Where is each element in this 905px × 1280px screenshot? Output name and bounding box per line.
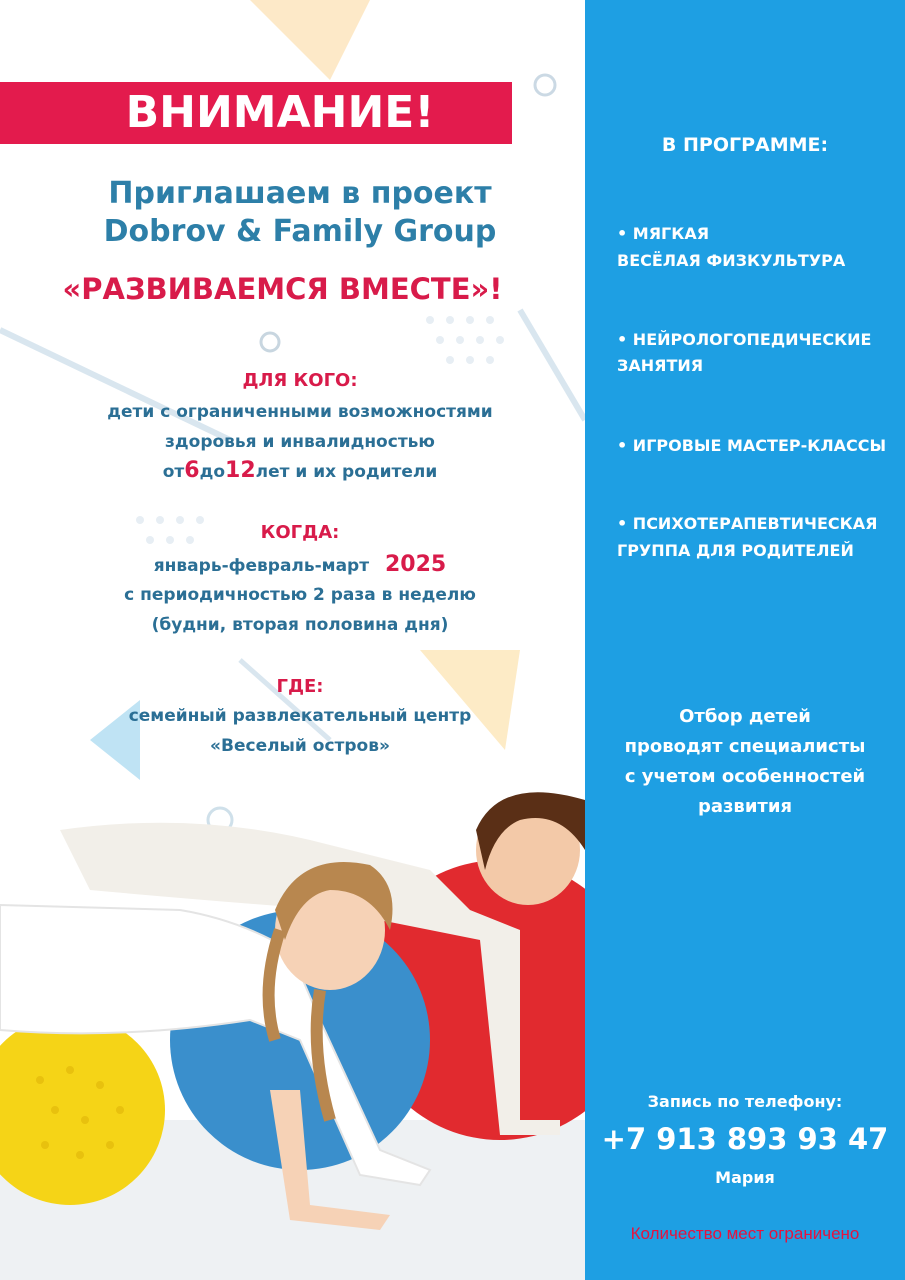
contact-phone[interactable]: +7 913 893 93 47	[601, 1122, 889, 1156]
where-heading: ГДЕ:	[276, 676, 324, 697]
who-age-line	[20, 458, 580, 483]
program-item-4-line-2: ГРУППА ДЛЯ РОДИТЕЛЕЙ	[617, 541, 854, 560]
program-item-2-line-1: • НЕЙРОЛОГОПЕДИЧЕСКИЕ	[617, 330, 872, 349]
contact-label: Запись по телефону:	[647, 1092, 843, 1111]
contact-name: Мария	[715, 1168, 775, 1187]
age-to-prefix: до	[199, 462, 226, 482]
program-item-2-line-2: ЗАНЯТИЯ	[617, 356, 704, 375]
attention-title: ВНИМАНИЕ!	[125, 87, 435, 138]
program-item-1-line-1: • МЯГКАЯ	[617, 224, 710, 243]
when-months: январь-февраль-март	[153, 556, 370, 576]
selection-line-1: Отбор детей	[679, 706, 811, 727]
who-line-2: здоровья и инвалидностью	[165, 432, 435, 452]
selection-line-2: проводят специалисты	[624, 736, 866, 757]
age-from: 6	[184, 458, 200, 483]
where-line-1: семейный развлекательный центр	[128, 706, 472, 726]
invite-line-1: Приглашаем в проект	[108, 176, 492, 211]
children-exercise-illustration	[0, 790, 585, 1280]
selection-line-3: с учетом особенностей	[624, 766, 866, 787]
project-name: «РАЗВИВАЕМСЯ ВМЕСТЕ»!	[62, 272, 503, 306]
where-line-2: «Веселый остров»	[210, 736, 390, 756]
program-heading: В ПРОГРАММЕ:	[661, 134, 829, 156]
program-item-3-line-1: • ИГРОВЫЕ МАСТЕР-КЛАССЫ	[617, 436, 887, 455]
program-panel	[585, 0, 905, 1280]
age-from-prefix: от	[162, 462, 185, 482]
age-suffix: лет и их родители	[255, 462, 438, 482]
when-heading: КОГДА:	[260, 522, 340, 543]
age-to: 12	[225, 458, 256, 483]
when-year: 2025	[385, 552, 447, 577]
who-line-1: дети с ограниченными возможностями	[107, 402, 493, 422]
when-months-line	[20, 552, 580, 577]
when-frequency: с периодичностью 2 раза в неделю	[124, 585, 476, 605]
selection-line-4: развития	[697, 796, 793, 817]
program-item-4-line-1: • ПСИХОТЕРАПЕВТИЧЕСКАЯ	[617, 514, 878, 533]
program-item-1-line-2: ВЕСЁЛАЯ ФИЗКУЛЬТУРА	[617, 251, 846, 270]
when-time: (будни, вторая половина дня)	[151, 615, 449, 635]
limited-seats-notice: Количество мест ограничено	[630, 1224, 860, 1243]
invite-line-2: Dobrov & Family Group	[103, 214, 497, 249]
who-heading: ДЛЯ КОГО:	[242, 370, 358, 391]
